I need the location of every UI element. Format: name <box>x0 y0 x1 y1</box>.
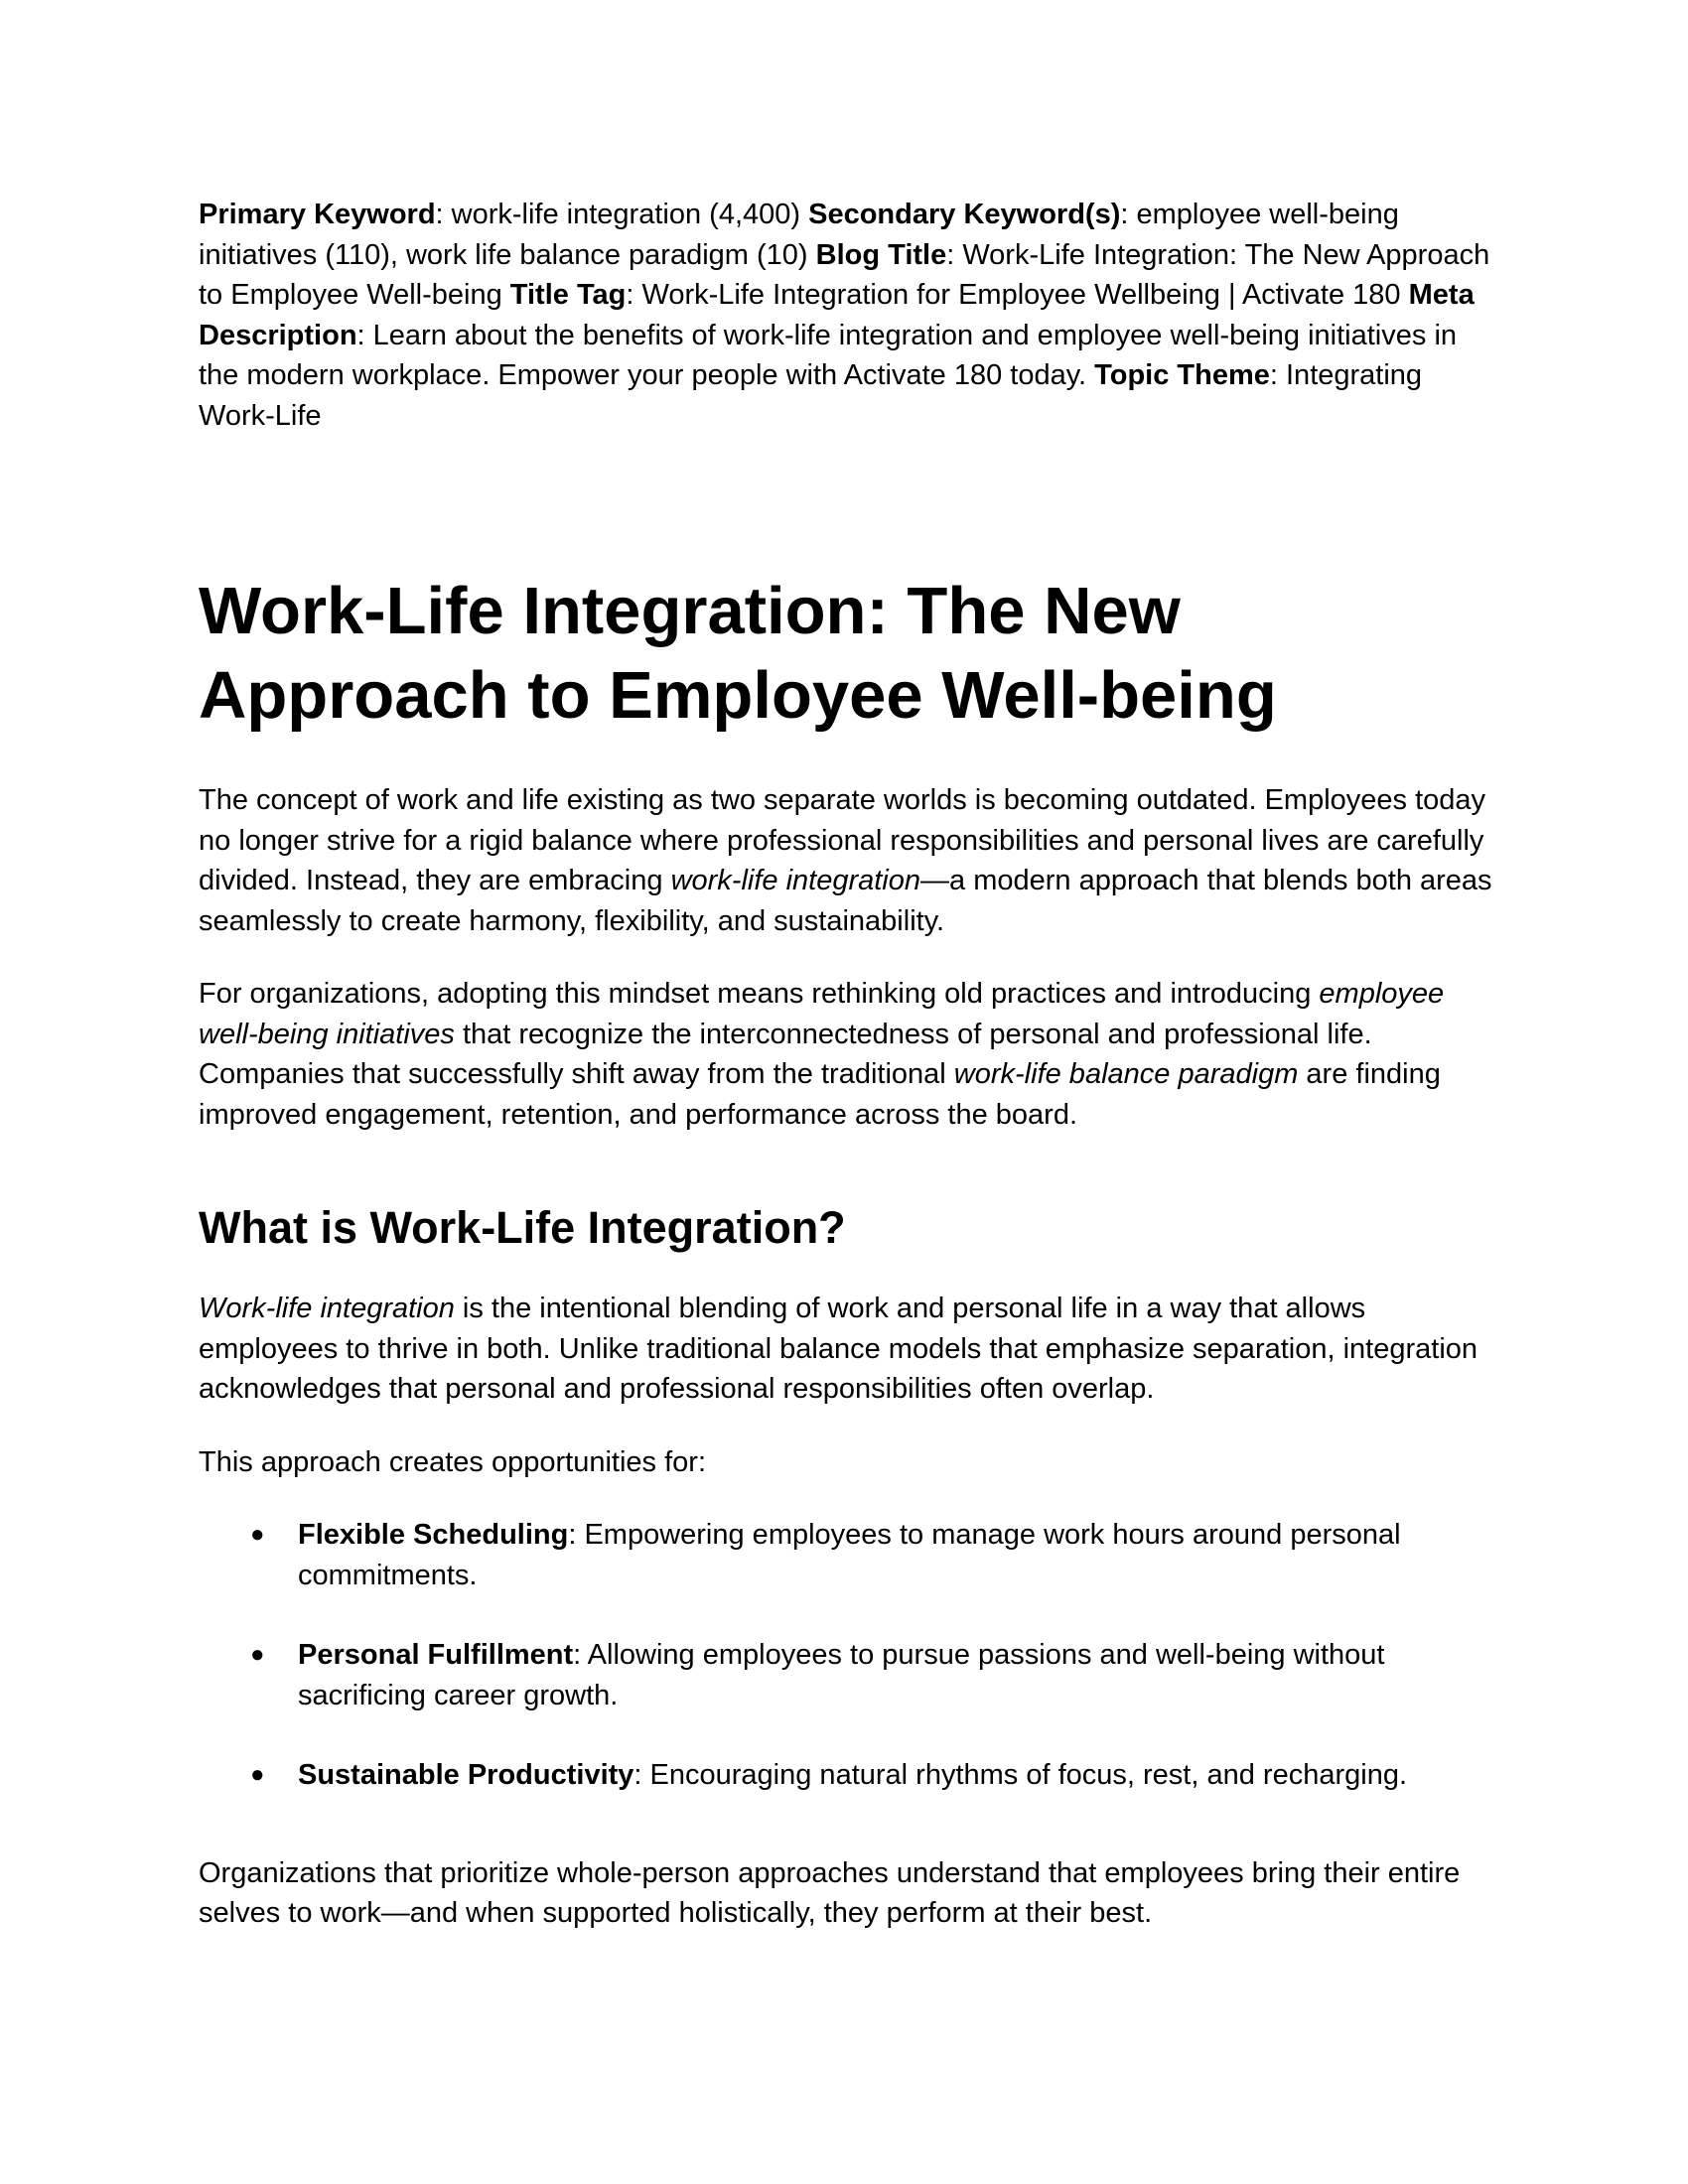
intro-p2-text-middle: that recognize the interconnectedness of personal and professional life. Companies that successfully shift away from the traditional <box>199 1018 1372 1090</box>
closing-paragraph: Organizations that prioritize whole-person approaches understand that employees bring their entire selves to work—and when supported holistically, they perform at their best. <box>199 1856 1461 1929</box>
intro-paragraph-1 <box>199 780 1494 941</box>
bullet-icon: ● <box>250 1641 265 1668</box>
meta-description-value: : Learn about the benefits of work-life integration and employee well-being initiatives in the modern workplace. Empower your people with Activate 180 today. <box>199 319 1458 391</box>
list-item-text: : Empowering employees to manage work hours around personal commitments. <box>298 1519 1401 1591</box>
primary-keyword-label: Primary Keyword <box>199 199 436 230</box>
definition-paragraph <box>199 1289 1494 1410</box>
list-item-text: : Allowing employees to pursue passions and well-being without sacrificing career growth. <box>298 1639 1385 1711</box>
blog-title-label: Blog Title <box>815 238 947 271</box>
list-item-label: Flexible Scheduling <box>298 1519 569 1551</box>
seo-meta-block <box>199 195 1494 436</box>
topic-theme-label: Topic Theme <box>1094 359 1270 391</box>
list-item-text: : Encouraging natural rhythms of focus, rest, and recharging. <box>633 1759 1408 1791</box>
list-item <box>199 1635 1494 1715</box>
intro-p2-emphasis-1: employee well-being initiatives <box>199 978 1445 1050</box>
secondary-keywords-value: : employee well-being initiatives (110), work life balance paradigm (10) <box>199 199 1399 271</box>
intro-p2-text-after: are finding improved engagement, retention, and performance across the board. <box>199 1058 1441 1131</box>
opportunities-list <box>199 1515 1494 1796</box>
intro-p1-text-after: —a modern approach that blends both areas seamlessly to create harmony, flexibility, and sustainability. <box>199 865 1492 937</box>
list-item-label: Personal Fulfillment <box>298 1639 574 1671</box>
topic-theme-value: : Integrating Work-Life <box>199 359 1423 432</box>
definition-text: is the intentional blending of work and personal life in a way that allows employees to thrive in both. Unlike traditional balance models that emphasize separation, integration acknowledges that personal and professional responsibilities often overlap. <box>199 1293 1478 1405</box>
list-item-label: Sustainable Productivity <box>298 1759 634 1791</box>
intro-paragraph-2 <box>199 974 1494 1135</box>
list-item <box>199 1755 1494 1796</box>
definition-emphasis: Work-life integration <box>199 1293 455 1324</box>
list-item <box>199 1515 1494 1595</box>
primary-keyword-value: : work-life integration (4,400) <box>435 199 809 230</box>
title-tag-label: Title Tag <box>509 279 627 311</box>
bullet-icon: ● <box>250 1521 265 1548</box>
section-heading: What is Work-Life Integration? <box>199 1202 846 1253</box>
title-tag-value: : Work-Life Integration for Employee Wellbeing | Activate 180 <box>626 279 1409 311</box>
intro-p2-emphasis-2: work-life balance paradigm <box>953 1058 1299 1090</box>
intro-p2-text-before: For organizations, adopting this mindset means rethinking old practices and introducing <box>199 978 1320 1010</box>
secondary-keywords-label: Secondary Keyword(s) <box>808 199 1121 230</box>
bullet-icon: ● <box>250 1761 265 1788</box>
opportunities-intro: This approach creates opportunities for: <box>199 1445 706 1478</box>
meta-description-label: Meta Description <box>199 279 1475 351</box>
intro-p1-emphasis: work-life integration <box>670 865 921 896</box>
document-page <box>199 195 1494 1934</box>
intro-p1-text-before: The concept of work and life existing as two separate worlds is becoming outdated. Employees today no longer strive for a rigid balance where professional responsibilities and personal lives are carefully divided. Instead, they are embracing <box>199 784 1486 896</box>
article-title: Work-Life Integration: The New Approach to Employee Well-being <box>199 574 1277 733</box>
blog-title-value: : Work-Life Integration: The New Approach to Employee Well-being <box>199 238 1490 311</box>
